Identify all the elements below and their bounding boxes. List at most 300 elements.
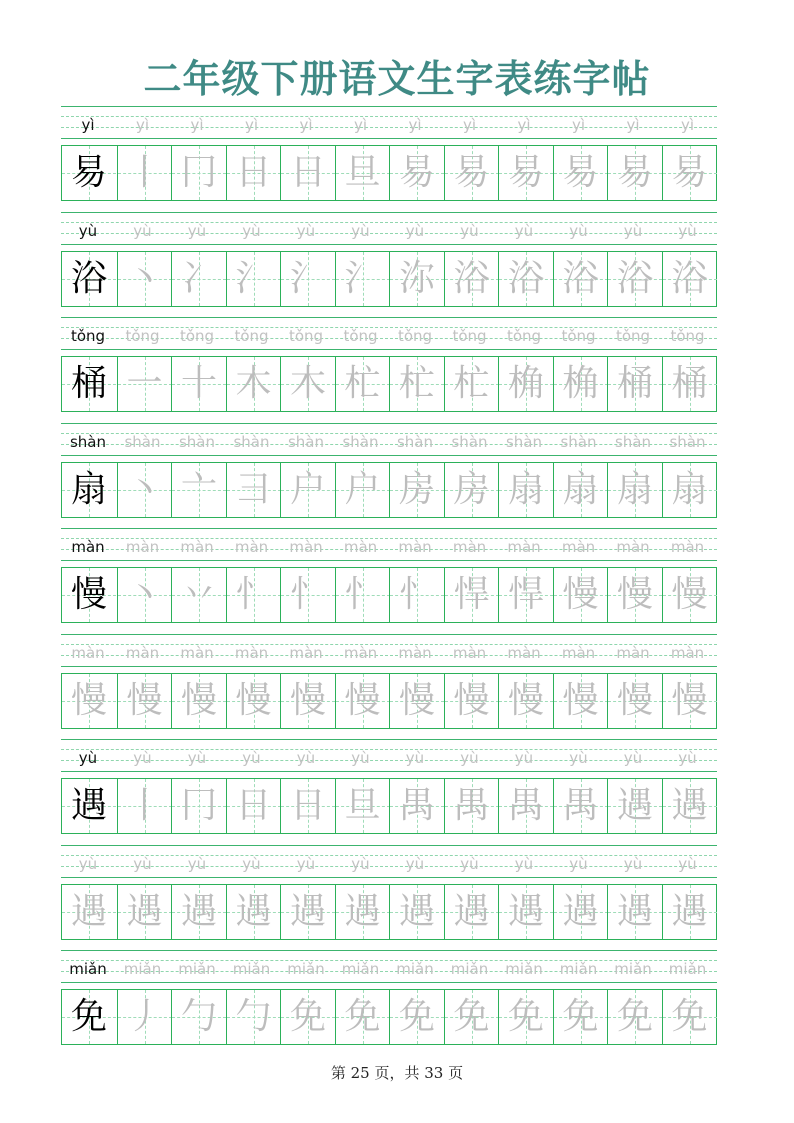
pinyin-label: yì — [408, 116, 422, 134]
practice-row — [61, 845, 717, 938]
trace-character: 冂 — [180, 152, 217, 193]
pinyin-label: màn — [289, 643, 323, 662]
trace-character: 免 — [398, 996, 435, 1037]
pinyin-guide-line — [61, 138, 717, 139]
writing-cell — [62, 568, 116, 622]
writing-cell — [62, 674, 116, 728]
trace-character: 房 — [453, 468, 490, 510]
writing-cell — [335, 252, 389, 306]
writing-cell — [62, 990, 116, 1044]
pinyin-label: yù — [569, 854, 588, 873]
pinyin-label: tǒng — [234, 327, 269, 345]
trace-character: 禺 — [507, 785, 544, 826]
writing-cell — [62, 463, 116, 517]
pinyin-label: màn — [670, 643, 705, 662]
trace-character: 沵 — [398, 257, 435, 299]
pinyin-label: shàn — [69, 432, 107, 451]
writing-cell — [444, 252, 498, 306]
trace-character: 旦 — [344, 152, 381, 193]
trace-character: 丨 — [126, 152, 163, 193]
trace-character: 勹 — [180, 996, 217, 1037]
practice-row — [61, 106, 717, 199]
pinyin-label: tǒng — [179, 327, 215, 345]
pinyin-band — [61, 212, 717, 248]
trace-character: 慢 — [616, 574, 653, 615]
pinyin-guide-line — [61, 244, 717, 245]
writing-cell — [280, 568, 334, 622]
trace-character: 免 — [562, 996, 599, 1037]
trace-character: 丶 — [126, 257, 163, 299]
writing-cell — [117, 357, 171, 411]
model-character: 慢 — [70, 574, 107, 615]
writing-cell — [607, 885, 661, 939]
writing-cell — [607, 357, 661, 411]
pinyin-label: tǒng — [561, 327, 596, 345]
trace-character: 浴 — [507, 257, 544, 299]
trace-character: 易 — [507, 152, 544, 193]
pinyin-label: miǎn — [287, 960, 325, 978]
pinyin-label: yù — [514, 221, 534, 240]
pinyin-band — [61, 845, 717, 881]
pinyin-band — [61, 950, 717, 986]
trace-character: 杧 — [398, 363, 435, 404]
trace-character: 杧 — [453, 363, 490, 404]
model-character: 遇 — [70, 785, 107, 826]
trace-character: 易 — [562, 152, 599, 193]
trace-character: 户 — [344, 468, 381, 510]
trace-character: 杧 — [344, 363, 381, 404]
writing-cell — [498, 885, 552, 939]
pinyin-label: tǒng — [452, 327, 487, 345]
trace-character: 遇 — [344, 890, 381, 932]
pinyin-label: yì — [462, 116, 477, 134]
pinyin-label: miǎn — [396, 960, 434, 978]
writing-cell — [117, 990, 171, 1044]
writing-cell — [335, 885, 389, 939]
pinyin-label: miǎn — [614, 960, 652, 978]
trace-character: 丿 — [126, 996, 163, 1037]
trace-character: 禺 — [453, 785, 490, 826]
pinyin-label: màn — [125, 538, 160, 556]
trace-character: 氵 — [344, 257, 381, 299]
pinyin-label: yù — [460, 854, 479, 873]
trace-character: 遇 — [616, 785, 653, 826]
pinyin-label: tǒng — [615, 327, 651, 345]
pinyin-label: yì — [190, 116, 204, 134]
writing-cell — [171, 463, 225, 517]
tianzige-grid — [61, 356, 717, 412]
pinyin-label: màn — [180, 643, 214, 662]
pinyin-label: màn — [452, 538, 487, 556]
writing-cell — [280, 990, 334, 1044]
trace-character: 氵 — [235, 257, 272, 299]
writing-cell — [171, 252, 225, 306]
writing-cell — [62, 885, 116, 939]
writing-cell — [662, 463, 716, 517]
pinyin-label: yì — [353, 116, 368, 134]
model-character: 扇 — [70, 468, 107, 510]
pinyin-label: yù — [405, 854, 425, 873]
trace-character: 扇 — [507, 468, 544, 510]
writing-cell — [226, 463, 280, 517]
pinyin-band — [61, 528, 717, 564]
writing-cell — [62, 779, 116, 833]
practice-row — [61, 212, 717, 305]
writing-cell — [444, 357, 498, 411]
pinyin-band — [61, 634, 717, 670]
pinyin-label: shàn — [287, 432, 325, 451]
trace-character: 免 — [616, 996, 653, 1037]
trace-character: 易 — [453, 152, 490, 193]
writing-cell — [117, 568, 171, 622]
writing-cell — [335, 568, 389, 622]
pinyin-label: tǒng — [288, 327, 324, 345]
trace-character: 十 — [180, 363, 217, 404]
pinyin-label: yù — [514, 749, 534, 767]
pinyin-label: màn — [616, 538, 650, 556]
pinyin-label: yù — [242, 221, 261, 240]
trace-character: 氵 — [289, 257, 326, 299]
tianzige-grid — [61, 567, 717, 623]
pinyin-label: yù — [242, 854, 261, 873]
writing-cell — [444, 674, 498, 728]
trace-character: 免 — [507, 996, 544, 1037]
trace-character: 遇 — [453, 890, 490, 932]
writing-cell — [117, 885, 171, 939]
writing-cell — [226, 674, 280, 728]
trace-character: 禺 — [562, 785, 599, 826]
pinyin-guide-line — [61, 950, 717, 951]
writing-cell — [662, 779, 716, 833]
pinyin-label: yù — [460, 221, 479, 240]
pinyin-label: yù — [133, 221, 152, 240]
pinyin-label: tǒng — [70, 327, 106, 345]
trace-character: 桶 — [616, 363, 653, 404]
pinyin-label: màn — [398, 538, 432, 556]
pinyin-label: yì — [135, 116, 150, 134]
pinyin-guide-line — [61, 739, 717, 740]
tianzige-grid — [61, 778, 717, 834]
pinyin-label: shàn — [233, 432, 270, 451]
trace-character: 一 — [126, 363, 163, 404]
pinyin-label: shàn — [614, 432, 652, 451]
writing-cell — [607, 146, 661, 200]
trace-character: 忄 — [235, 574, 272, 615]
tianzige-grid — [61, 673, 717, 729]
writing-cell — [498, 779, 552, 833]
writing-cell — [226, 146, 280, 200]
writing-cell — [280, 885, 334, 939]
pinyin-guide-line — [61, 349, 717, 350]
tianzige-grid — [61, 145, 717, 201]
trace-character: 遇 — [126, 890, 163, 932]
writing-cell — [607, 990, 661, 1044]
trace-character: 慢 — [671, 574, 708, 615]
writing-cell — [117, 674, 171, 728]
pinyin-label: màn — [452, 643, 487, 662]
writing-cell — [171, 885, 225, 939]
pinyin-label: màn — [71, 538, 105, 556]
trace-character: 桷 — [562, 363, 599, 404]
writing-cell — [280, 674, 334, 728]
trace-character: 慢 — [180, 679, 217, 721]
pinyin-label: yì — [81, 116, 95, 134]
pinyin-label: miǎn — [559, 960, 598, 978]
practice-row — [61, 950, 717, 1043]
pinyin-label: màn — [343, 643, 378, 662]
writing-cell — [662, 146, 716, 200]
writing-cell — [171, 568, 225, 622]
trace-character: 浴 — [562, 257, 599, 299]
writing-cell — [226, 252, 280, 306]
pinyin-label: yì — [517, 116, 531, 134]
trace-character: 遇 — [671, 890, 708, 932]
trace-character: 桶 — [671, 363, 708, 404]
pinyin-label: shàn — [451, 432, 488, 451]
pinyin-band — [61, 423, 717, 459]
trace-character: 浴 — [616, 257, 653, 299]
trace-character: 丨 — [126, 785, 163, 826]
writing-cell — [389, 990, 443, 1044]
writing-cell — [553, 568, 607, 622]
trace-character: 慢 — [235, 679, 272, 721]
pinyin-label: tǒng — [125, 327, 160, 345]
pinyin-label: yù — [187, 854, 207, 873]
writing-cell — [389, 568, 443, 622]
writing-cell — [117, 779, 171, 833]
writing-cell — [335, 357, 389, 411]
tianzige-grid — [61, 884, 717, 940]
trace-character: 彐 — [235, 468, 272, 510]
pinyin-label: miǎn — [450, 960, 489, 978]
writing-cell — [389, 252, 443, 306]
trace-character: 户 — [289, 468, 326, 510]
trace-character: 浴 — [671, 257, 708, 299]
pinyin-label: yù — [514, 854, 534, 873]
model-character: 桶 — [70, 363, 107, 404]
trace-character: 亠 — [180, 468, 217, 510]
tianzige-grid — [61, 989, 717, 1045]
pinyin-label: yù — [623, 749, 643, 767]
writing-cell — [607, 252, 661, 306]
pinyin-label: shàn — [178, 432, 216, 451]
trace-character: 易 — [398, 152, 435, 193]
trace-character: 木 — [289, 363, 326, 404]
writing-cell — [335, 779, 389, 833]
writing-cell — [62, 357, 116, 411]
pinyin-label: yù — [351, 749, 370, 767]
pinyin-label: màn — [234, 538, 269, 556]
pinyin-guide-line — [61, 877, 717, 878]
writing-cell — [444, 990, 498, 1044]
pinyin-guide-line — [61, 634, 717, 635]
trace-character: 丶 — [126, 468, 163, 510]
writing-cell — [444, 146, 498, 200]
writing-cell — [553, 674, 607, 728]
pinyin-label: yù — [78, 749, 98, 767]
model-character: 易 — [70, 152, 107, 193]
trace-character: 浴 — [453, 257, 490, 299]
trace-character: 慢 — [70, 679, 107, 721]
trace-character: 扇 — [616, 468, 653, 510]
trace-character: 慢 — [344, 679, 381, 721]
pinyin-guide-line — [61, 771, 717, 772]
trace-character: 免 — [289, 996, 326, 1037]
trace-character: 日 — [235, 785, 272, 826]
pinyin-label: yì — [626, 116, 640, 134]
trace-character: 遇 — [562, 890, 599, 932]
pinyin-label: màn — [398, 643, 432, 662]
trace-character: 悍 — [507, 574, 544, 615]
writing-cell — [62, 252, 116, 306]
writing-cell — [280, 252, 334, 306]
pinyin-label: yù — [623, 221, 643, 240]
pinyin-label: màn — [616, 643, 650, 662]
pinyin-label: yì — [680, 116, 695, 134]
pinyin-label: miǎn — [668, 960, 707, 978]
writing-cell — [171, 674, 225, 728]
writing-cell — [444, 779, 498, 833]
trace-character: 丷 — [180, 574, 217, 615]
writing-cell — [498, 568, 552, 622]
trace-character: 慢 — [453, 679, 490, 721]
writing-cell — [171, 357, 225, 411]
pinyin-guide-line — [61, 455, 717, 456]
trace-character: 易 — [616, 152, 653, 193]
pinyin-label: yù — [296, 854, 316, 873]
writing-cell — [117, 252, 171, 306]
pinyin-label: màn — [289, 538, 323, 556]
trace-character: 慢 — [398, 679, 435, 721]
trace-character: 日 — [235, 152, 272, 193]
writing-cell — [389, 357, 443, 411]
tianzige-grid — [61, 462, 717, 518]
writing-cell — [444, 463, 498, 517]
model-character: 免 — [70, 996, 107, 1037]
trace-character: 房 — [398, 468, 435, 510]
pinyin-label: yù — [678, 854, 697, 873]
writing-cell — [444, 885, 498, 939]
pinyin-label: yì — [299, 116, 313, 134]
trace-character: 遇 — [70, 890, 107, 932]
trace-character: 慢 — [562, 574, 599, 615]
pinyin-band — [61, 106, 717, 142]
pinyin-label: yù — [678, 221, 697, 240]
trace-character: 慢 — [126, 679, 163, 721]
trace-character: 勹 — [235, 996, 272, 1037]
pinyin-label: tǒng — [670, 327, 705, 345]
trace-character: 冂 — [180, 785, 217, 826]
writing-cell — [553, 990, 607, 1044]
pinyin-label: yù — [405, 749, 425, 767]
pinyin-band — [61, 317, 717, 353]
pinyin-label: màn — [561, 538, 596, 556]
page-title: 二年级下册语文生字表练字帖 — [143, 56, 651, 101]
writing-cell — [171, 779, 225, 833]
pinyin-label: tǒng — [397, 327, 433, 345]
pinyin-label: miǎn — [505, 960, 543, 978]
writing-cell — [498, 990, 552, 1044]
writing-cell — [226, 568, 280, 622]
pinyin-label: yù — [187, 221, 207, 240]
trace-character: 遇 — [289, 890, 326, 932]
pinyin-label: yù — [78, 854, 98, 873]
writing-cell — [226, 779, 280, 833]
pinyin-label: miǎn — [123, 960, 162, 978]
trace-character: 忄 — [289, 574, 326, 615]
writing-cell — [498, 146, 552, 200]
practice-row — [61, 634, 717, 727]
writing-cell — [389, 885, 443, 939]
pinyin-label: miǎn — [69, 960, 107, 978]
writing-cell — [280, 146, 334, 200]
pinyin-label: màn — [125, 643, 160, 662]
trace-character: 冫 — [180, 257, 217, 299]
trace-character: 日 — [289, 152, 326, 193]
trace-character: 日 — [289, 785, 326, 826]
model-character: 浴 — [70, 257, 107, 299]
writing-cell — [444, 568, 498, 622]
trace-character: 悍 — [453, 574, 490, 615]
pinyin-label: yù — [296, 221, 316, 240]
writing-cell — [389, 146, 443, 200]
pinyin-label: màn — [507, 643, 541, 662]
trace-character: 桷 — [507, 363, 544, 404]
pinyin-label: màn — [507, 538, 541, 556]
pinyin-label: yù — [351, 221, 370, 240]
pinyin-label: yù — [78, 221, 98, 240]
trace-character: 遇 — [180, 890, 217, 932]
practice-row — [61, 423, 717, 516]
pinyin-label: miǎn — [178, 960, 216, 978]
pinyin-label: yù — [242, 749, 261, 767]
writing-cell — [171, 990, 225, 1044]
practice-row — [61, 528, 717, 621]
pinyin-guide-line — [61, 560, 717, 561]
pinyin-label: yù — [187, 749, 207, 767]
pinyin-guide-line — [61, 982, 717, 983]
writing-cell — [498, 674, 552, 728]
writing-cell — [607, 568, 661, 622]
trace-character: 慢 — [616, 679, 653, 721]
writing-cell — [553, 357, 607, 411]
trace-character: 慢 — [671, 679, 708, 721]
trace-character: 慢 — [562, 679, 599, 721]
writing-cell — [662, 357, 716, 411]
page-footer: 第 25 页，共 33 页 — [330, 1064, 464, 1082]
writing-cell — [607, 463, 661, 517]
writing-cell — [335, 463, 389, 517]
pinyin-label: yù — [569, 221, 588, 240]
pinyin-guide-line — [61, 106, 717, 107]
writing-cell — [662, 568, 716, 622]
pinyin-label: màn — [561, 643, 596, 662]
trace-character: 禺 — [398, 785, 435, 826]
practice-row — [61, 739, 717, 832]
pinyin-label: màn — [180, 538, 214, 556]
pinyin-label: tǒng — [506, 327, 542, 345]
writing-cell — [553, 779, 607, 833]
writing-cell — [117, 146, 171, 200]
trace-character: 遇 — [671, 785, 708, 826]
writing-cell — [335, 146, 389, 200]
pinyin-guide-line — [61, 528, 717, 529]
trace-character: 扇 — [671, 468, 708, 510]
writing-cell — [553, 252, 607, 306]
pinyin-guide-line — [61, 666, 717, 667]
trace-character: 忄 — [398, 574, 435, 615]
pinyin-label: yù — [678, 749, 697, 767]
